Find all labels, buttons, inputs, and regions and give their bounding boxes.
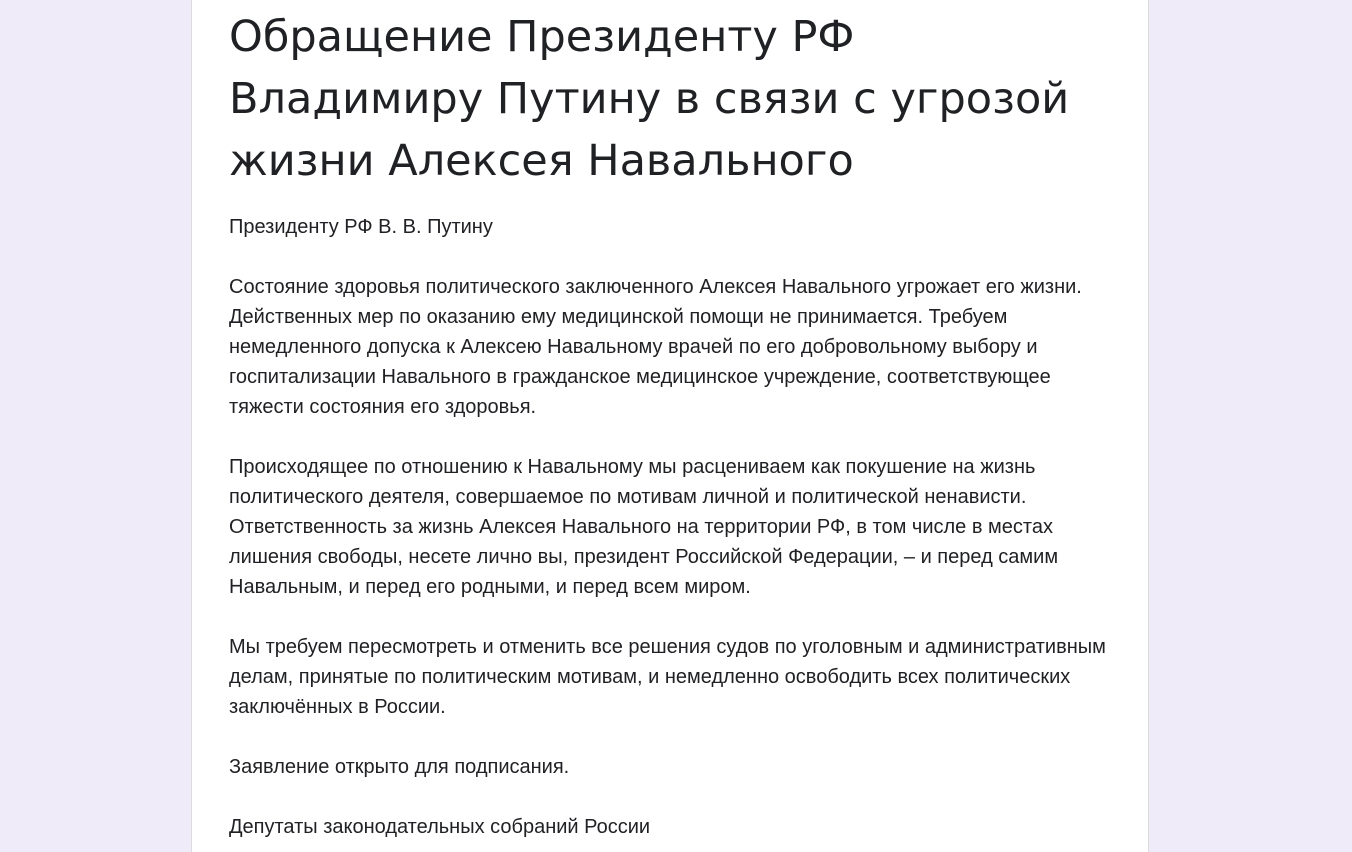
description-paragraph-responsibility: Происходящее по отношению к Навальному мы расцениваем как покушение на жизнь политического деятеля, совершаемое по мотивам личной и политической ненависти. Ответственность за жизнь Алексея Навального на территории РФ, в том числе в местах лишения свободы, несете лично вы, президент Российской Федерации, – и перед самим Навальным, и перед его родными, и перед всем миром. — [229, 456, 1059, 598]
form-description — [229, 212, 1119, 842]
description-paragraph-signature: Депутаты законодательных собраний России — [229, 816, 651, 838]
form-content — [229, 0, 1119, 852]
description-paragraph-demand: Мы требуем пересмотреть и отменить все решения судов по уголовным и административным делам, принятые по политическим мотивам, и немедленно освободить всех политических заключённых в России. — [229, 636, 1106, 718]
form-title: Обращение Президенту РФ Владимиру Путину в связи с угрозой жизни Алексея Навального — [229, 12, 1070, 186]
form-header-card — [191, 0, 1149, 852]
description-paragraph-addressee: Президенту РФ В. В. Путину — [229, 216, 493, 238]
description-paragraph-health: Состояние здоровья политического заключенного Алексея Навального угрожает его жизни. Действенных мер по оказанию ему медицинской помощи не принимается. Требуем немедленного допуска к Алексею Навальному врачей по его добровольному выбору и госпитализации Навального в гражданское медицинское учреждение, соответствующее тяжести состояния его здоровья. — [229, 276, 1082, 418]
description-paragraph-open: Заявление открыто для подписания. — [229, 756, 570, 778]
